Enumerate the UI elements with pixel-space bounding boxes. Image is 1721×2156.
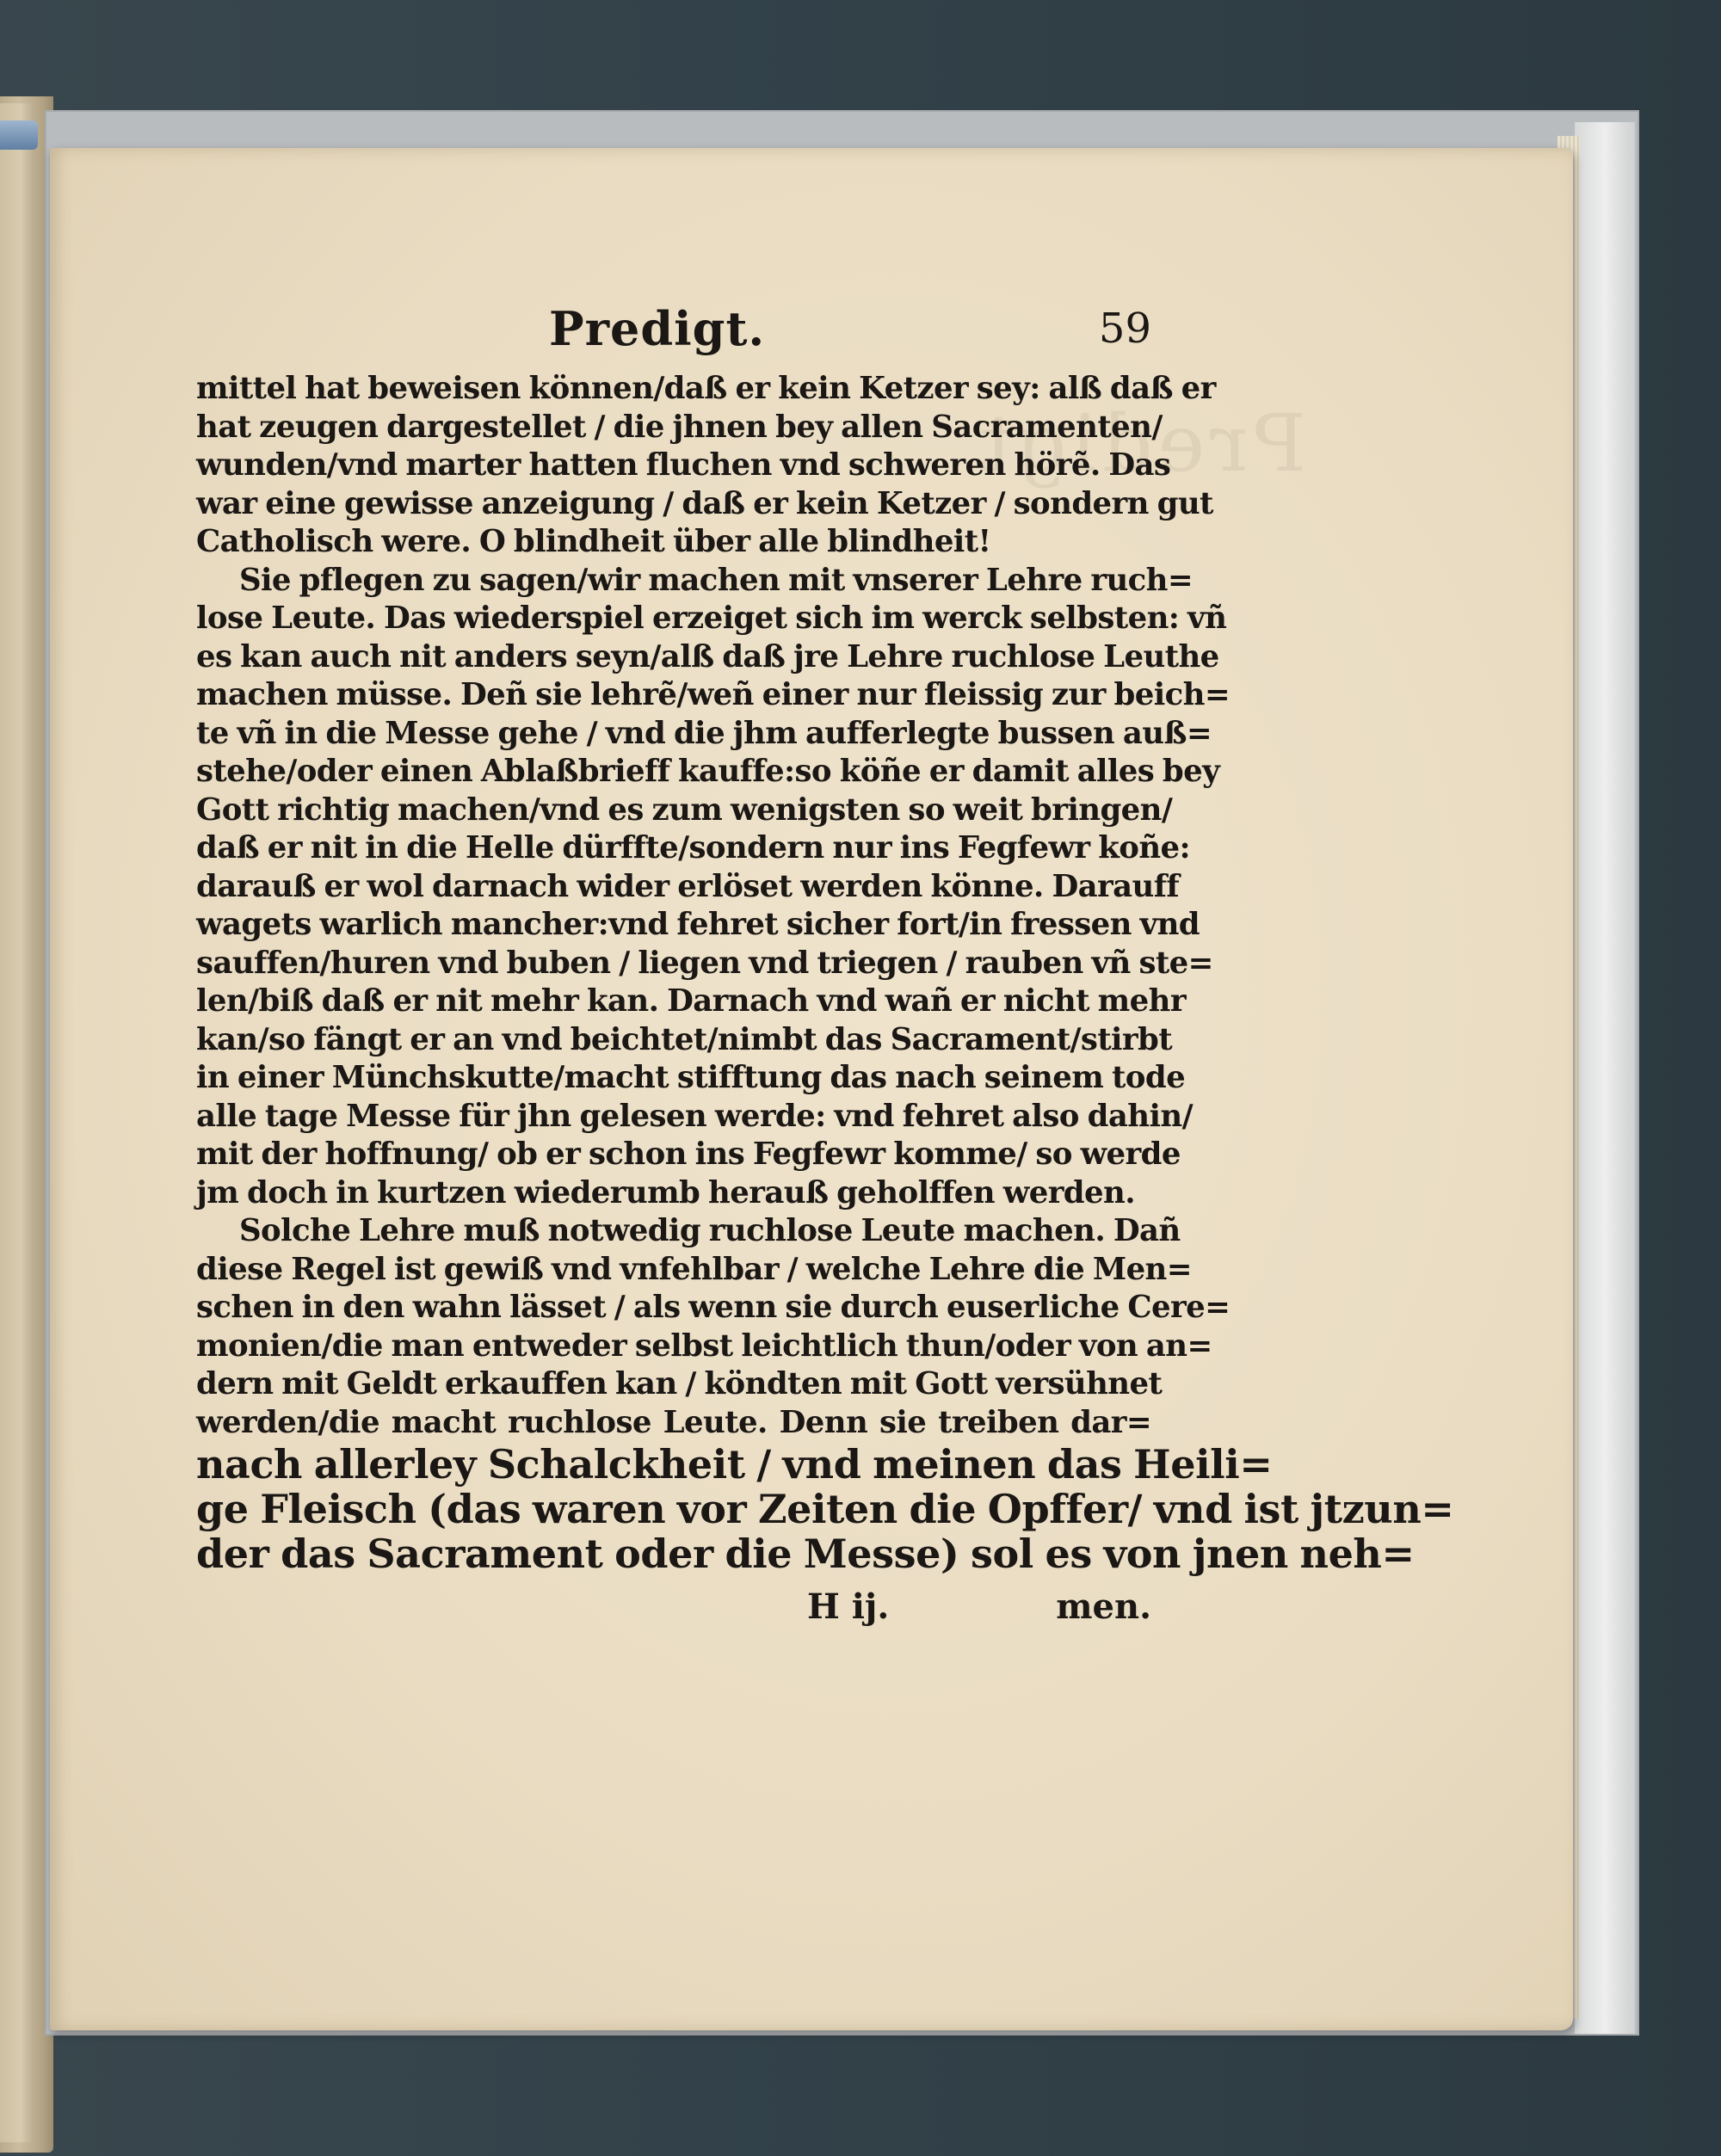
text-line: wunden/vnd marter hatten fluchen vnd schweren hörẽ. Das: [196, 447, 1171, 483]
running-head: Predigt.: [549, 301, 766, 356]
signature-mark: H ij.: [807, 1586, 890, 1627]
text-line: Sie pflegen zu sagen/wir machen mit vnserer Lehre ruch=: [239, 562, 1194, 598]
page-number: 59: [1098, 305, 1151, 353]
cover-board-edge: [1575, 122, 1635, 2034]
ribbon-marker: [0, 120, 38, 150]
catchword: men.: [1056, 1586, 1151, 1627]
text-line: stehe/oder einen Ablaßbrieff kauffe:so köñe er damit alles bey: [196, 754, 1220, 789]
text-line: daß er nit in die Helle dürffte/sondern nur ins Fegfewr koñe:: [196, 830, 1191, 865]
text-line: Catholisch were. O blindheit über alle blindheit!: [196, 524, 991, 559]
text-line: dern mit Geldt erkauffen kan / köndten mit Gott versühnet: [196, 1366, 1163, 1401]
text-line: mit der hoffnung/ ob er schon ins Fegfewr komme/ so werde: [196, 1137, 1181, 1172]
page-footer: [196, 1580, 1151, 1631]
text-block: [196, 301, 1454, 1631]
text-line: darauß er wol darnach wider erlöset werden könne. Darauff: [196, 868, 1180, 904]
text-line: mittel hat beweisen können/daß er kein Ketzer sey: alß daß er: [196, 371, 1216, 406]
text-line: machen müsse. Deñ sie lehrẽ/weñ einer nur fleissig zur beich=: [196, 677, 1230, 712]
bleed-through-text: Predigt: [973, 397, 1306, 490]
text-line: es kan auch nit anders seyn/alß daß jre Lehre ruchlose Leuthe: [196, 638, 1219, 675]
text-line: te vñ in die Messe gehe / vnd die jhm aufferlegte bussen auß=: [196, 715, 1212, 751]
text-line: jm doch in kurtzen wiederumb herauß geholffen werden.: [196, 1174, 1135, 1210]
text-line: ge Fleisch (das waren vor Zeiten die Opffer/ vnd ist jtzun=: [196, 1486, 1454, 1532]
text-line: hat zeugen dargestellet / die jhnen bey allen Sacramenten/: [196, 409, 1163, 445]
text-line: schen in den wahn lässet / als wenn sie durch euserliche Cere=: [196, 1290, 1231, 1325]
text-line: war eine gewisse anzeigung / daß er kein Ketzer / sondern gut: [196, 485, 1213, 521]
text-line: wagets warlich mancher:vnd fehret sicher fort/in fressen vnd: [196, 907, 1200, 942]
body-text: [196, 370, 1454, 1577]
text-line: sauffen/huren vnd buben / liegen vnd triegen / rauben vñ ste=: [196, 945, 1213, 981]
text-line: alle tage Messe für jhn gelesen werde: vnd fehret also dahin/: [196, 1098, 1193, 1134]
text-line: diese Regel ist gewiß vnd vnfehlbar / welche Lehre die Men=: [196, 1251, 1192, 1287]
text-line: Solche Lehre muß notwedig ruchlose Leute machen. Dañ: [239, 1213, 1181, 1248]
text-line: in einer Münchskutte/macht stifftung das nach seinem tode: [196, 1060, 1186, 1095]
text-line: monien/die man entweder selbst leichtlich thun/oder von an=: [196, 1327, 1212, 1364]
page-header: [196, 301, 1151, 370]
text-line: lose Leute. Das wiederspiel erzeiget sich im werck selbsten: vñ: [196, 601, 1227, 636]
text-line: werden/die macht ruchlose Leute. Denn sie treiben dar=: [196, 1404, 1151, 1440]
text-line: kan/so fängt er an vnd beichtet/nimbt das Sacrament/stirbt: [196, 1021, 1173, 1057]
binding-strip: [0, 103, 34, 2142]
text-line: Gott richtig machen/vnd es zum wenigsten so weit bringen/: [196, 792, 1173, 828]
text-line: len/biß daß er nit mehr kan. Darnach vnd wañ er nicht mehr: [196, 983, 1186, 1019]
text-line: nach allerley Schalckheit / vnd meinen das Heili=: [196, 1441, 1273, 1488]
text-line: der das Sacrament oder die Messe) sol es von jnen neh=: [196, 1531, 1415, 1577]
